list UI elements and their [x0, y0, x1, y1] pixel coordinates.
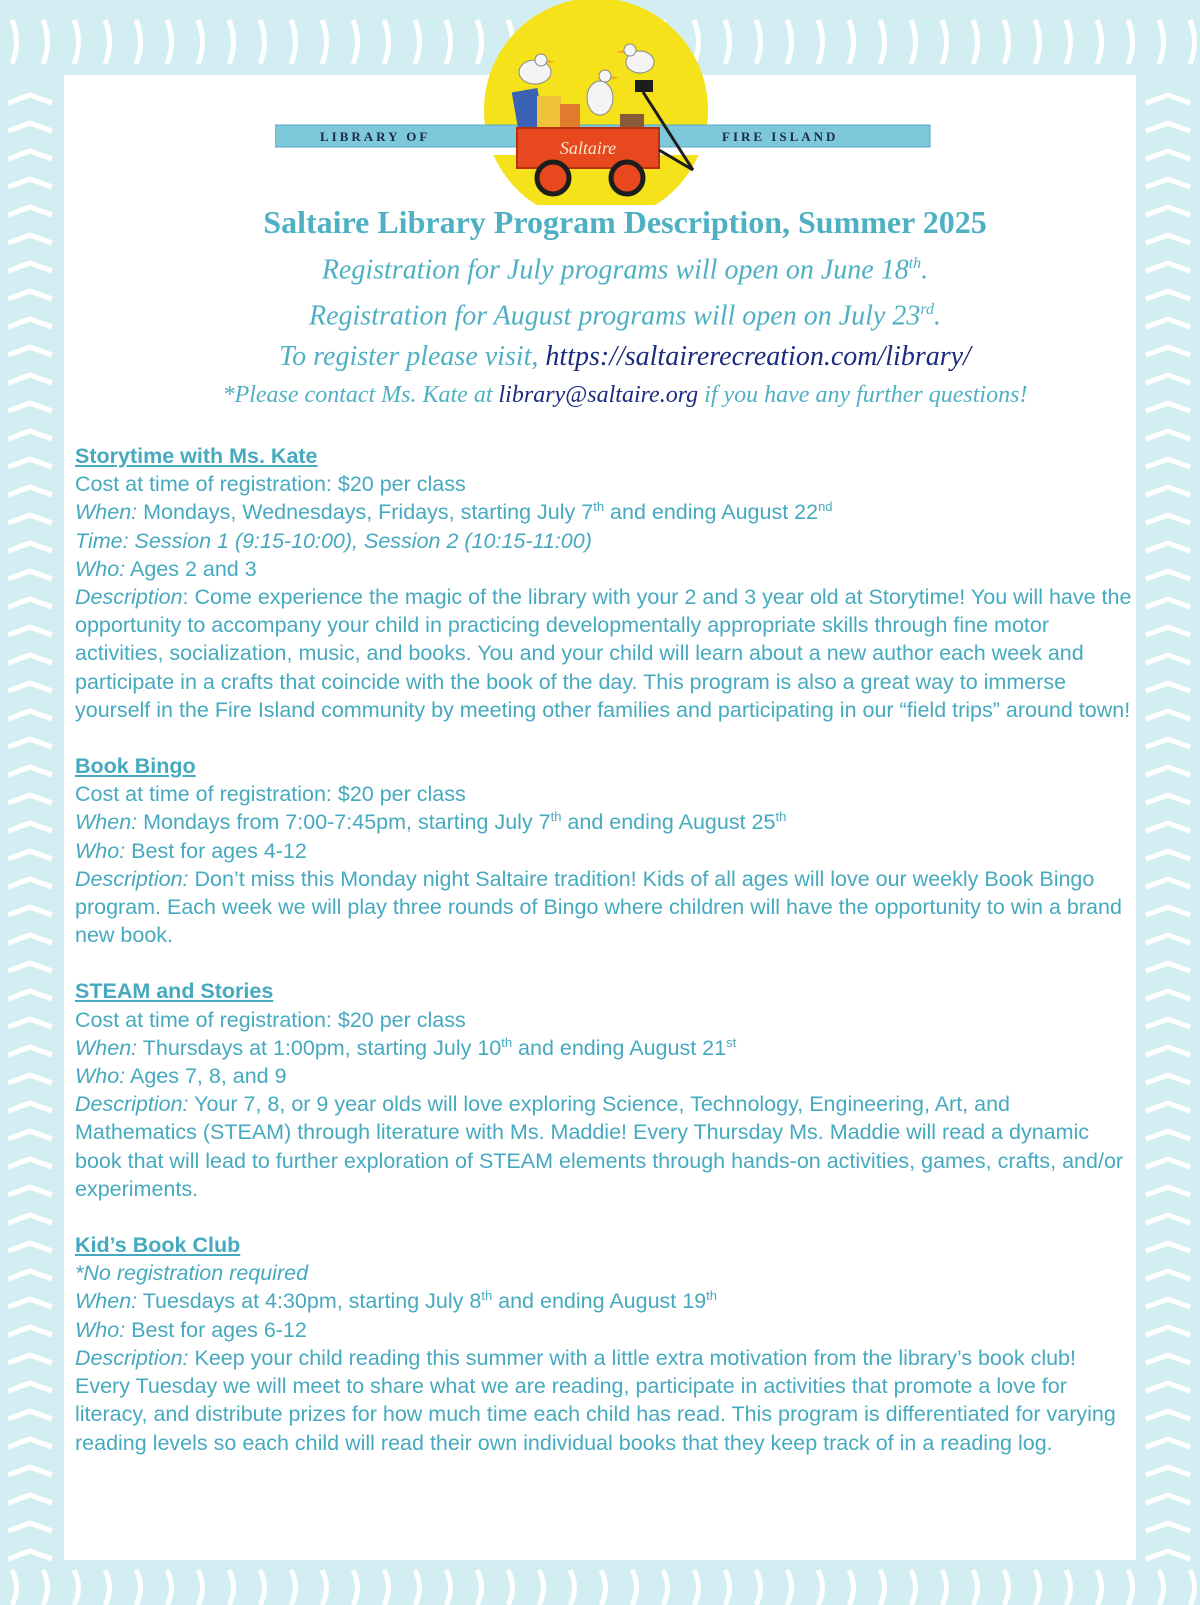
program-description: Description: Your 7, 8, or 9 year olds will love exploring Science, Technology, Engineering, Art, and Mathematics (STEAM) through literature with Ms. Maddie! Every Thursday Ms. Maddie will read a dynamic book that will lead to further exploration of STEAM elements through hands-on activities, games, crafts, and/or experiments. [75, 1092, 1124, 1201]
program-title: Storytime with Ms. Kate [75, 444, 318, 468]
logo-left-text: LIBRARY OF [320, 129, 431, 144]
program-cost: Cost at time of registration: $20 per class [75, 1007, 466, 1032]
august-registration-line: Registration for August programs will open on July 23rd. [309, 300, 941, 332]
program-when: When: Mondays, Wednesdays, Fridays, starting July 7th and ending August 22nd [75, 499, 833, 525]
program-note: *No registration required [75, 1261, 309, 1286]
program-book-club [75, 1231, 1135, 1457]
program-list [75, 442, 1135, 1485]
program-cost: Cost at time of registration: $20 per class [75, 782, 466, 807]
register-link[interactable]: https://saltairerecreation.com/library/ [545, 340, 971, 372]
library-logo [275, 0, 935, 205]
page-title: Saltaire Library Program Description, Summer 2025 [263, 204, 987, 240]
program-who: Who: Best for ages 6-12 [75, 1317, 307, 1342]
program-steam-stories [75, 977, 1135, 1203]
program-time: Time: Session 1 (9:15-10:00), Session 2 (10:15-11:00) [75, 528, 592, 553]
logo-right-text: FIRE ISLAND [722, 129, 839, 144]
program-title: Book Bingo [75, 754, 196, 779]
program-book-bingo [75, 752, 1135, 949]
program-storytime [75, 442, 1135, 724]
program-who: Who: Ages 2 and 3 [75, 556, 257, 581]
program-description: Description: Come experience the magic of the library with your 2 and 3 year old at Storytime! You will have the opportunity to accompany your child in practicing developmentally appropriate skills through fine motor activities, socialization, music, and books. You and your child will learn about a new author each week and participate in a crafts that coincide with the book of the day. This program is also a great way to immerse yourself in the Fire Island community by meeting other families and participating in our “field trips” around town! [75, 585, 1132, 722]
program-description: Description: Don’t miss this Monday night Saltaire tradition! Kids of all ages will love our weekly Book Bingo program. Each week we will play three rounds of Bingo where children will have the opportunity to win a brand new book. [75, 866, 1122, 948]
page-header [0, 200, 1200, 413]
register-line: To register please visit, https://saltairerecreation.com/library/ [279, 340, 971, 372]
program-when: When: Mondays from 7:00-7:45pm, starting July 7th and ending August 25th [75, 809, 787, 835]
july-registration-line: Registration for July programs will open on June 18th. [321, 254, 929, 286]
program-who: Who: Ages 7, 8, and 9 [75, 1064, 287, 1089]
program-cost: Cost at time of registration: $20 per class [75, 472, 466, 497]
program-title: Kid’s Book Club [75, 1233, 241, 1258]
program-title: STEAM and Stories [75, 979, 274, 1004]
logo-center-text: Saltaire [559, 138, 617, 158]
contact-line: *Please contact Ms. Kate at library@saltaire.org if you have any further questions! [222, 381, 1028, 408]
contact-email-link[interactable]: library@saltaire.org [498, 381, 699, 408]
program-when: When: Tuesdays at 4:30pm, starting July 8th and ending August 19th [75, 1288, 718, 1314]
program-who: Who: Best for ages 4-12 [75, 838, 307, 863]
program-when: When: Thursdays at 1:00pm, starting July 10th and ending August 21st [75, 1034, 737, 1060]
program-description: Description: Keep your child reading this summer with a little extra motivation from the library’s book club! Every Tuesday we will meet to share what we are reading, participate in activities that promote a love for literacy, and distribute prizes for how much time each child has read. This program is differentiated for varying reading levels so each child will read their own individual books that they keep track of in a reading log. [75, 1345, 1116, 1455]
